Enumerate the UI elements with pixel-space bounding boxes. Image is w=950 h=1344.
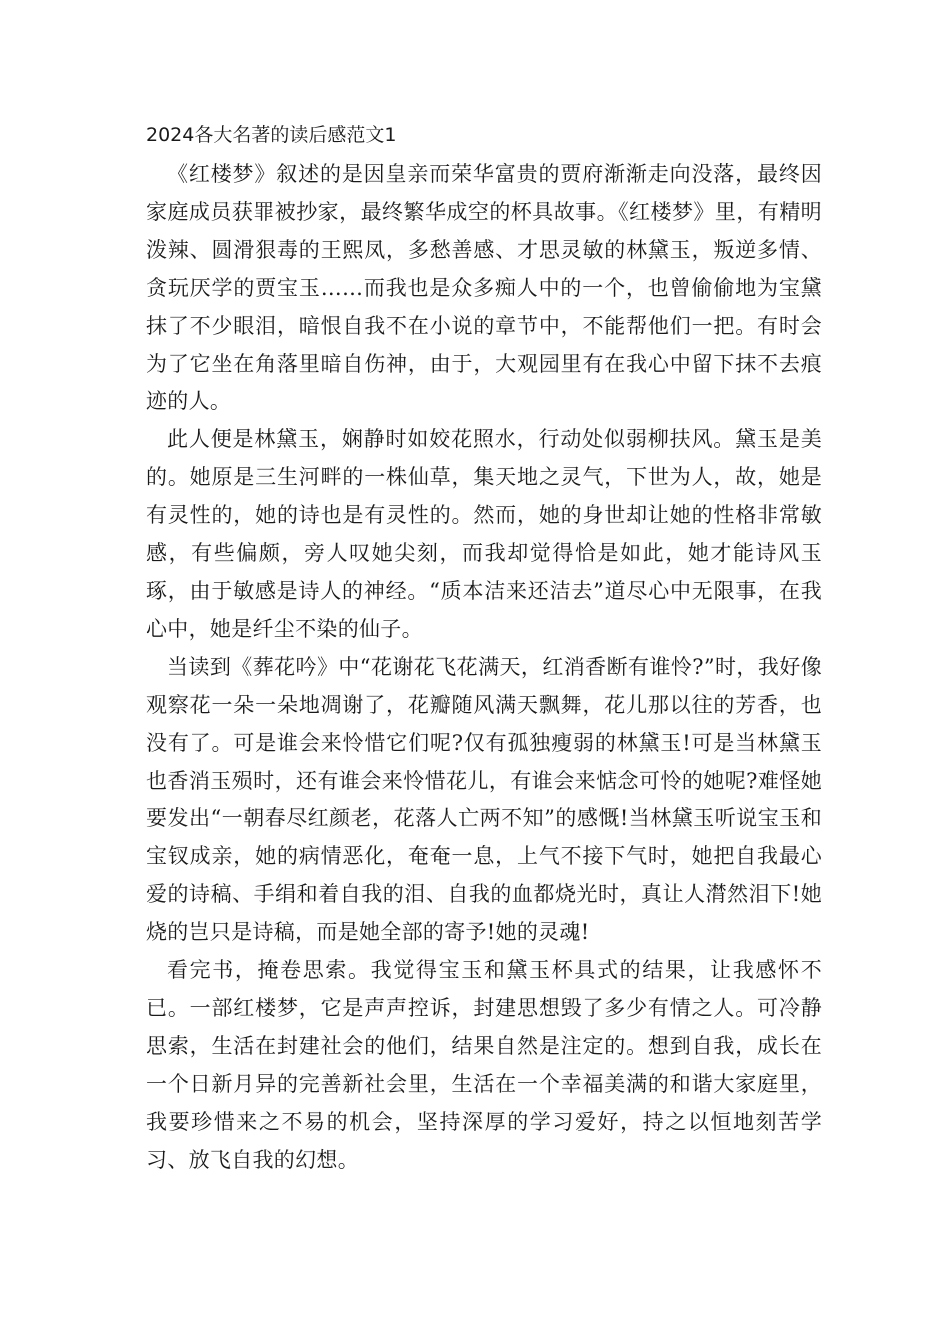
paragraph-1: 《红楼梦》叙述的是因皇亲而荣华富贵的贾府渐渐走向没落，最终因家庭成员获罪被抄家，最终繁华成空的杯具故事。《红楼梦》里，有精明泼辣、圆滑狠毒的王熙凤，多愁善感、才思灵敏的林黛玉，叛逆多情、贪玩厌学的贾宝玉……而我也是众多痴人中的一个，也曾偷偷地为宝黛抹了不少眼泪，暗恨自我不在小说的章节中，不能帮他们一把。有时会为了它坐在角落里暗自伤神，由于，大观园里有在我心中留下抹不去痕迹的人。 — [146, 162, 822, 414]
paragraph-4: 看完书，掩卷思索。我觉得宝玉和黛玉杯具式的结果，让我感怀不已。一部红楼梦，它是声声控诉，封建思想毁了多少有情之人。可冷静思索，生活在封建社会的他们，结果自然是注定的。想到自我，成长在一个日新月异的完善新社会里，生活在一个幸福美满的和谐大家庭里，我要珍惜来之不易的机会，坚持深厚的学习爱好，持之以恒地刻苦学习、放飞自我的幻想。 — [146, 958, 822, 1172]
document-title: 2024各大名著的读后感范文1 — [146, 124, 397, 146]
paragraph-3: 当读到《葬花吟》中“花谢花飞花满天，红消香断有谁怜?”时，我好像观察花一朵一朵地凋谢了，花瓣随风满天飘舞，花儿那以往的芳香，也没有了。可是谁会来怜惜它们呢?仅有孤独瘦弱的林黛玉!可是当林黛玉也香消玉殒时，还有谁会来怜惜花儿，有谁会来惦念可怜的她呢?难怪她要发出“一朝春尽红颜老，花落人亡两不知”的感慨!当林黛玉听说宝玉和宝钗成亲，她的病情恶化，奄奄一息，上气不接下气时，她把自我最心爱的诗稿、手绢和着自我的泪、自我的血都烧光时，真让人潸然泪下!她烧的岂只是诗稿，而是她全部的寄予!她的灵魂! — [146, 654, 822, 945]
paragraph-2: 此人便是林黛玉，娴静时如姣花照水，行动处似弱柳扶风。黛玉是美的。她原是三生河畔的一株仙草，集天地之灵气，下世为人，故，她是有灵性的，她的诗也是有灵性的。然而，她的身世却让她的性格非常敏感，有些偏颇，旁人叹她尖刻，而我却觉得恰是如此，她才能诗风玉琢，由于敏感是诗人的神经。“质本洁来还洁去”道尽心中无限事，在我心中，她是纤尘不染的仙子。 — [146, 427, 822, 641]
document-body — [146, 120, 822, 1179]
